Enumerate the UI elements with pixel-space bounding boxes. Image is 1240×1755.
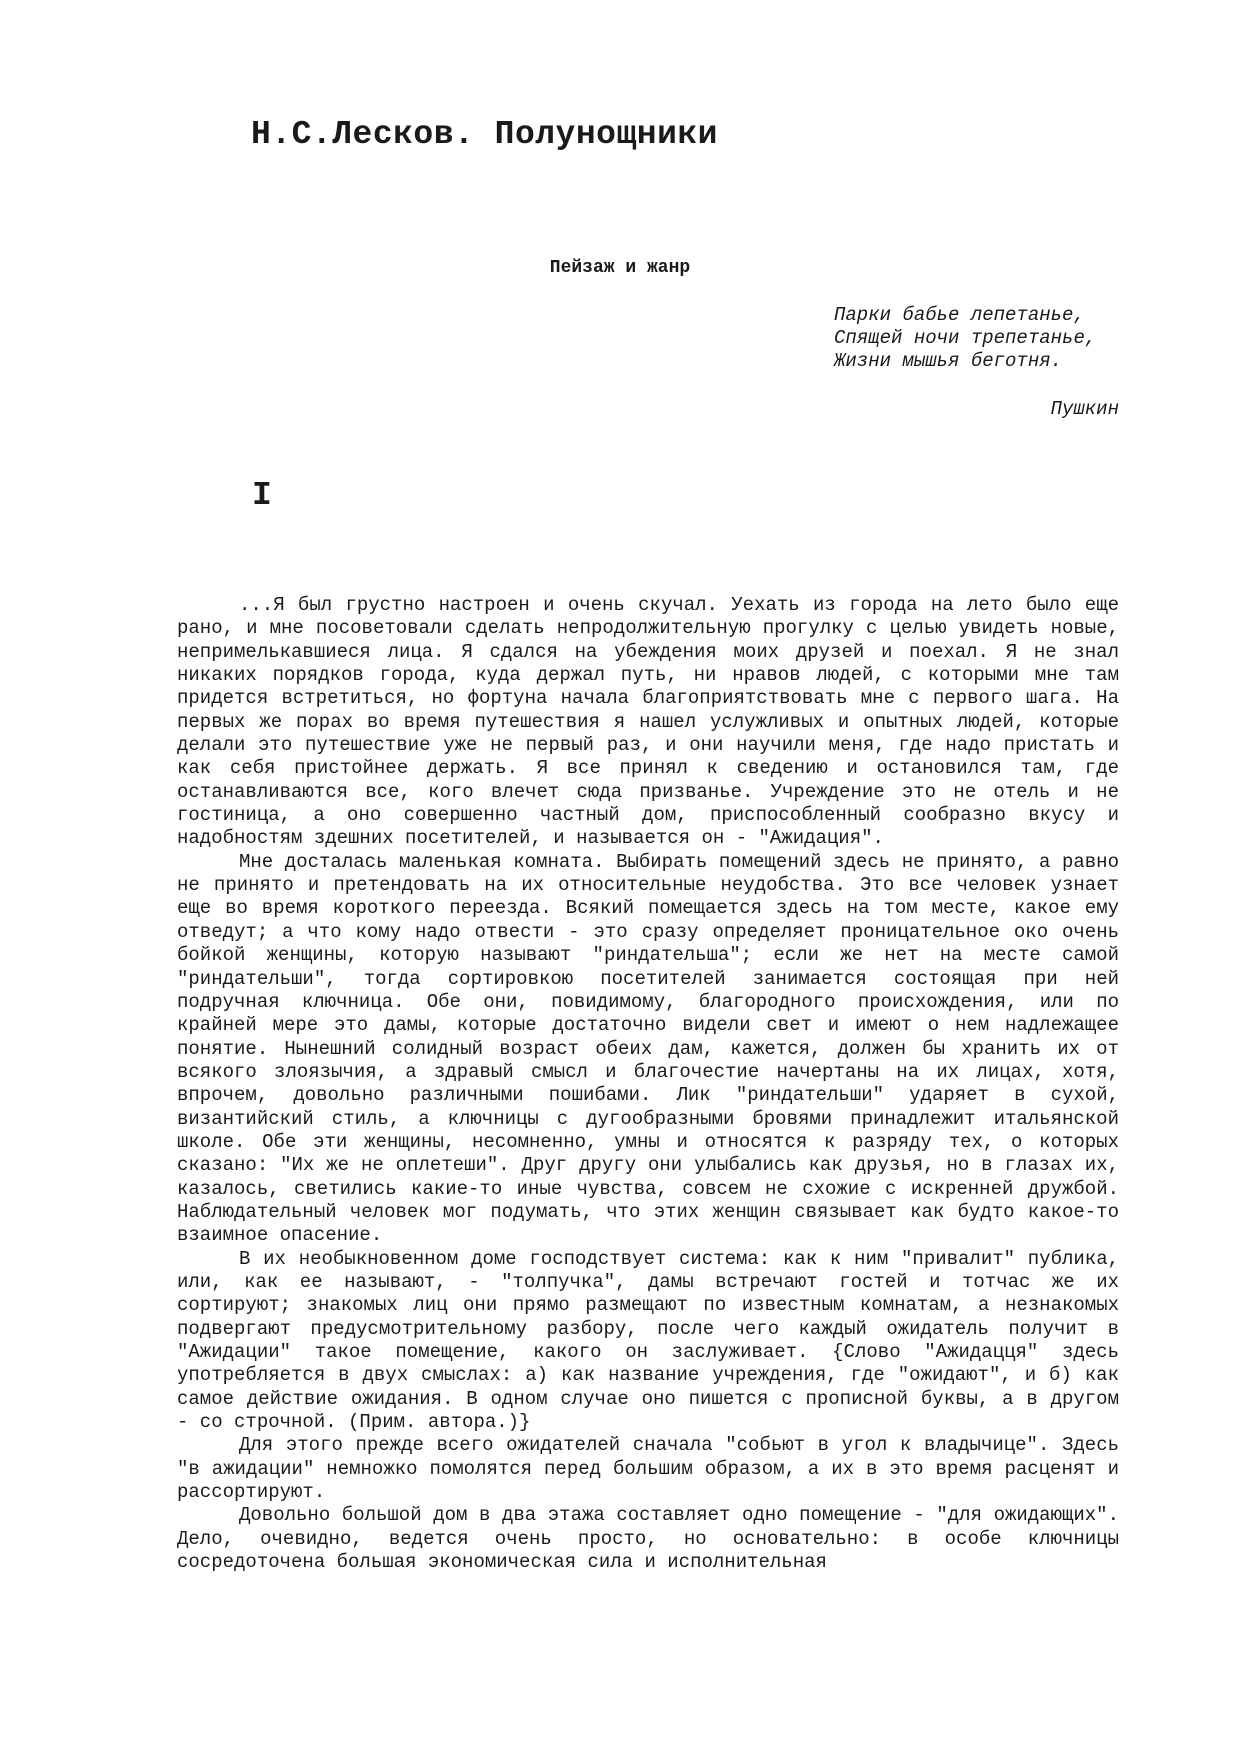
chapter-number: I <box>252 477 272 514</box>
epigraph-line: Спящей ночи трепетанье, <box>834 327 1097 349</box>
body-text <box>177 594 1119 1574</box>
epigraph-line: Жизни мышья беготня. <box>834 350 1063 372</box>
paragraph: ...Я был грустно настроен и очень скучал. Уехать из города на лето было еще рано, и мне посоветовали сделать непродолжительную прогулку с целью увидеть новые, непримелькавшиеся лица. Я сдался на убеждения моих друзей и поехал. Я не знал никаких порядков города, куда держал путь, ни нравов людей, с которыми мне там придется встретиться, но фортуна начала благоприятствовать мне с первого шага. На первых же порах во время путешествия я нашел услужливых и опытных людей, которые делали это путешествие уже не первый раз, и они научили меня, где надо пристать и как себя пристойнее держать. Я все принял к сведению и остановился там, где останавливаются все, кого влечет сюда призванье. Учреждение это не отель и не гостиница, а оно совершенно частный дом, приспособленный сообразно вкусу и надобностям здешних посетителей, и называется он - "Ажидация". <box>177 594 1119 850</box>
paragraph: Довольно большой дом в два этажа составляет одно помещение - "для ожидающих". Дело, очевидно, ведется очень просто, но основательно: в особе ключницы сосредоточена большая экономическая сила и исполнительная <box>177 1504 1119 1574</box>
epigraph <box>834 304 1096 373</box>
paragraph: Мне досталась маленькая комната. Выбирать помещений здесь не принято, а равно не принято и претендовать на их относительные неудобства. Это все человек узнает еще во время короткого переезда. Всякий помещается здесь на том месте, какое ему отведут; а что кому надо отвести - это сразу определяет проницательное око очень бойкой женщины, которую называют "риндательша"; если же нет на месте самой "риндательши", тогда сортировкою посетителей занимается состоящая при ней подручная ключница. Обе они, повидимому, благородного происхождения, или по крайней мере это дамы, которые достаточно видели свет и имеют о нем надлежащее понятие. Нынешний солидный возраст обеих дам, кажется, должен бы хранить их от всякого злоязычия, а здравый смысл и благочестие начертаны на их лицах, хотя, впрочем, довольно различными пошибами. Лик "риндательши" ударяет в сухой, византийский стиль, а ключницы с дугообразными бровями принадлежит итальянской школе. Обе эти женщины, несомненно, умны и относятся к разряду тех, о которых сказано: "Их же не оплетеши". Друг другу они улыбались как друзья, но в глазах их, казалось, светились какие-то иные чувства, совсем не схожие с искренней дружбой. Наблюдательный человек мог подумать, что этих женщин связывает как будто какое-то взаимное опасение. <box>177 850 1119 1247</box>
paragraph: Для этого прежде всего ожидателей сначала "собьют в угол к владычице". Здесь "в ажидации" немножко помолятся перед большим образом, а их в это время расценят и рассортируют. <box>177 1434 1119 1504</box>
epigraph-line: Парки бабье лепетанье, <box>834 304 1085 326</box>
paragraph: В их необыкновенном доме господствует система: как к ним "привалит" публика, или, как ее называют, - "толпучка", дамы встречают гостей и тотчас же их сортируют; знакомых лиц они прямо размещают по известным комнатам, а незнакомых подвергают предусмотрительному разбору, после чего каждый ожидатель получит в "Ажидации" такое помещение, какого он заслуживает. {Слово "Ажидацця" здесь употребляется в двух смыслах: а) как название учреждения, где "ожидают", и б) как самое действие ожидания. В одном случае оно пишется с прописной буквы, а в другом - со строчной. (Прим. автора.)} <box>177 1247 1119 1434</box>
epigraph-author: Пушкин <box>1050 398 1119 420</box>
document-subtitle: Пейзаж и жанр <box>549 258 691 278</box>
document-title: Н.С.Лесков. Полунощники <box>251 116 718 153</box>
